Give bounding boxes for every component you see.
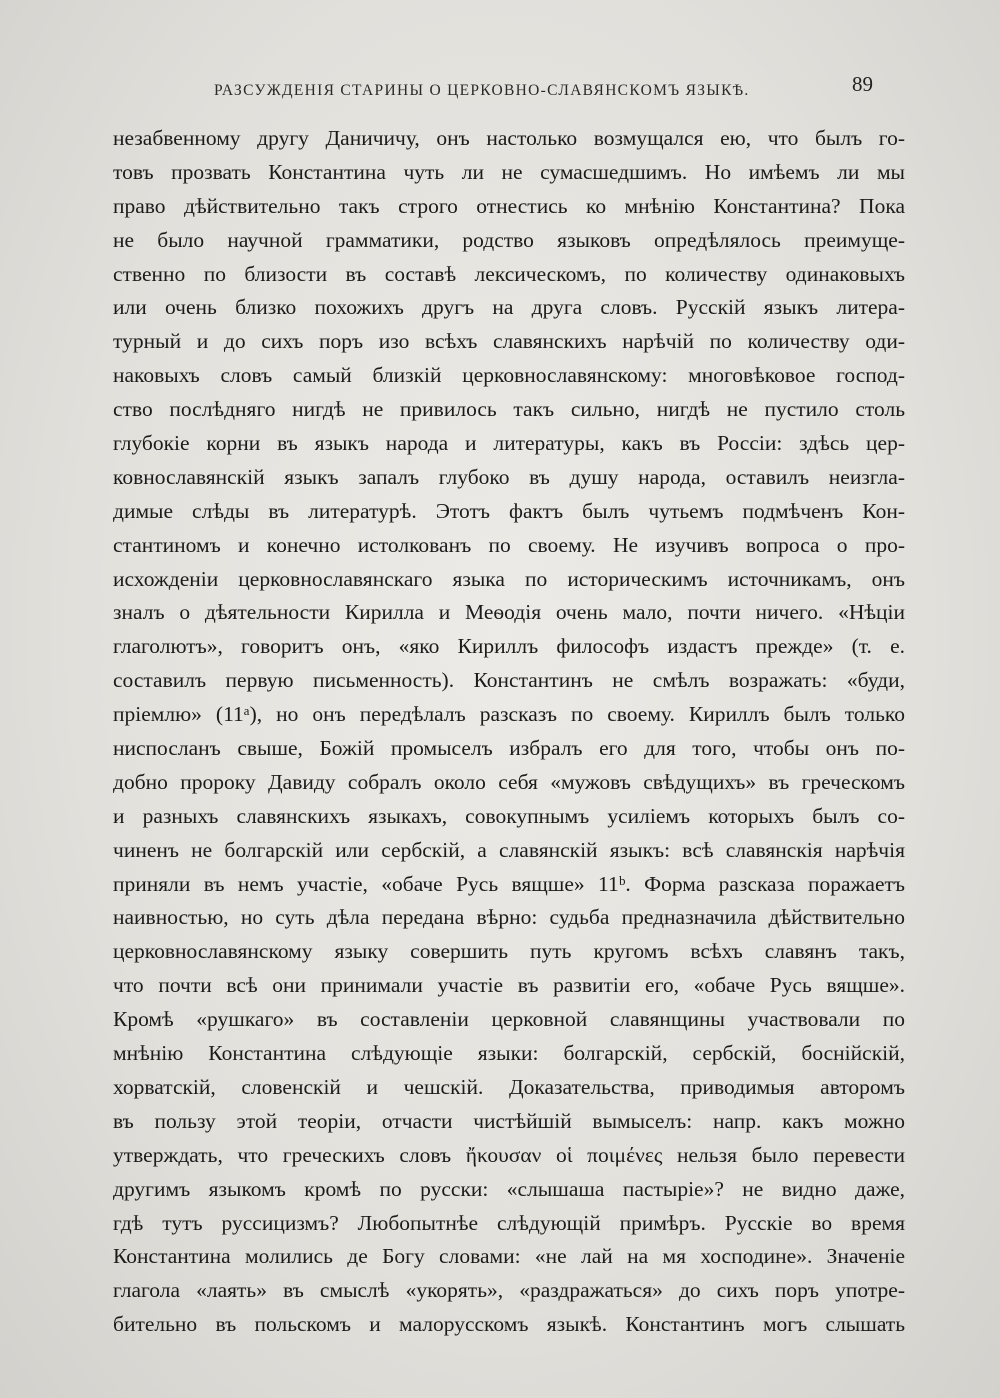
text-line: приняли въ немъ участіе, «обаче Русь вящше» 11ᵇ. Форма разсказа поражаетъ xyxy=(113,871,905,896)
text-line: незабвенному другу Даничичу, онъ настолько возмущался ею, что былъ го- xyxy=(113,126,905,150)
text-line: и разныхъ славянскихъ языкахъ, совокупнымъ усиліемъ которыхъ былъ со- xyxy=(113,803,905,828)
text-line: бительно въ польскомъ и малорусскомъ языкѣ. Константинъ могъ слышать xyxy=(113,1312,905,1337)
text-line: ковнославянскій языкъ запалъ глубоко въ душу народа, оставилъ неизгла- xyxy=(113,464,905,489)
text-line: Константина молились де Богу словами: «не лай на мя хосподине». Значеніе xyxy=(113,1244,905,1269)
text-line: турный и до сихъ поръ изо всѣхъ славянскихъ нарѣчій по количеству оди- xyxy=(113,329,905,354)
text-line: право дѣйствительно такъ строго отнестись ко мнѣнію Константина? Пока xyxy=(113,193,905,218)
text-line: церковнославянскому языку совершить путь кругомъ всѣхъ славянъ такъ, xyxy=(113,939,905,964)
text-line: глубокіе корни въ языкъ народа и литературы, какъ въ Россіи: здѣсь цер- xyxy=(113,431,905,456)
text-line: мнѣнію Константина слѣдующіе языки: болгарскій, сербскій, боснійскій, xyxy=(113,1041,905,1066)
text-line: гдѣ тутъ руссицизмъ? Любопытнѣе слѣдующій примѣръ. Русскіе во время xyxy=(113,1210,905,1235)
text-line: наивностью, но суть дѣла передана вѣрно: судьба предназначила дѣйствительно xyxy=(113,905,905,930)
text-line: утверждать, что греческихъ словъ ἤκουσαν οἱ ποιμένες нельзя было перевести xyxy=(113,1142,905,1167)
text-line: что почти всѣ они принимали участіе въ развитіи его, «обаче Русь вящше». xyxy=(113,973,905,998)
text-line: въ пользу этой теоріи, отчасти чистѣйшій вымыселъ: напр. какъ можно xyxy=(113,1108,905,1133)
text-line: или очень близко похожихъ другъ на друга словъ. Русскій языкъ литера- xyxy=(113,295,905,320)
text-line: исхожденіи церковнославянскаго языка по историческимъ источникамъ, онъ xyxy=(113,566,905,591)
text-line: глагола «лаять» въ смыслѣ «укорять», «раздражаться» до сихъ поръ употре- xyxy=(113,1278,905,1303)
text-line: товъ прозвать Константина чуть ли не сумасшедшимъ. Но имѣемъ ли мы xyxy=(113,159,905,184)
text-line: ниспосланъ свыше, Божій промыселъ избралъ его для того, чтобы онъ по- xyxy=(113,736,905,761)
text-line: составилъ первую письменность). Константинъ не смѣлъ возражать: «буди, xyxy=(113,668,905,693)
text-line: Кромѣ «рушкаго» въ составленіи церковной славянщины участвовали по xyxy=(113,1007,905,1032)
body-text xyxy=(113,122,905,1342)
text-line: не было научной грамматики, родство языковъ опредѣлялось преимуще- xyxy=(113,227,905,252)
text-line: чиненъ не болгарскій или сербскій, а славянскій языкъ: всѣ славянскія нарѣчія xyxy=(113,837,905,862)
text-line: димые слѣды въ литературѣ. Этотъ фактъ былъ чутьемъ подмѣченъ Кон- xyxy=(113,498,905,523)
text-line: добно пророку Давиду собралъ около себя «мужовъ свѣдущихъ» въ греческомъ xyxy=(113,769,905,794)
text-line: зналъ о дѣятельности Кирилла и Меѳодія очень мало, почти ничего. «Нѣціи xyxy=(113,600,905,625)
running-title: РАЗСУЖДЕНІЯ СТАРИНЫ О ЦЕРКОВНО-СЛАВЯНСКОМЪ ЯЗЫКѢ. xyxy=(214,82,750,99)
text-line: хорватскій, словенскій и чешскій. Доказательства, приводимыя авторомъ xyxy=(113,1074,905,1099)
text-line: пріемлю» (11ᵃ), но онъ передѣлалъ разсказъ по своему. Кириллъ былъ только xyxy=(113,702,905,727)
page-number: 89 xyxy=(852,72,873,96)
text-line: глаголютъ», говоритъ онъ, «яко Кириллъ философъ издастъ прежде» (т. е. xyxy=(113,634,905,659)
text-line: стантиномъ и конечно истолкованъ по своему. Не изучивъ вопроса о про- xyxy=(113,532,905,557)
text-line: ственно по близости въ составѣ лексическомъ, по количеству одинаковыхъ xyxy=(113,261,905,286)
text-line: другимъ языкомъ кромѣ по русски: «слышаша пастыріе»? не видно даже, xyxy=(113,1176,905,1201)
text-line: ство послѣдняго нигдѣ не привилось такъ сильно, нигдѣ не пустило столь xyxy=(113,397,905,422)
text-line: наковыхъ словъ самый близкій церковнославянскому: многовѣковое господ- xyxy=(113,363,905,388)
